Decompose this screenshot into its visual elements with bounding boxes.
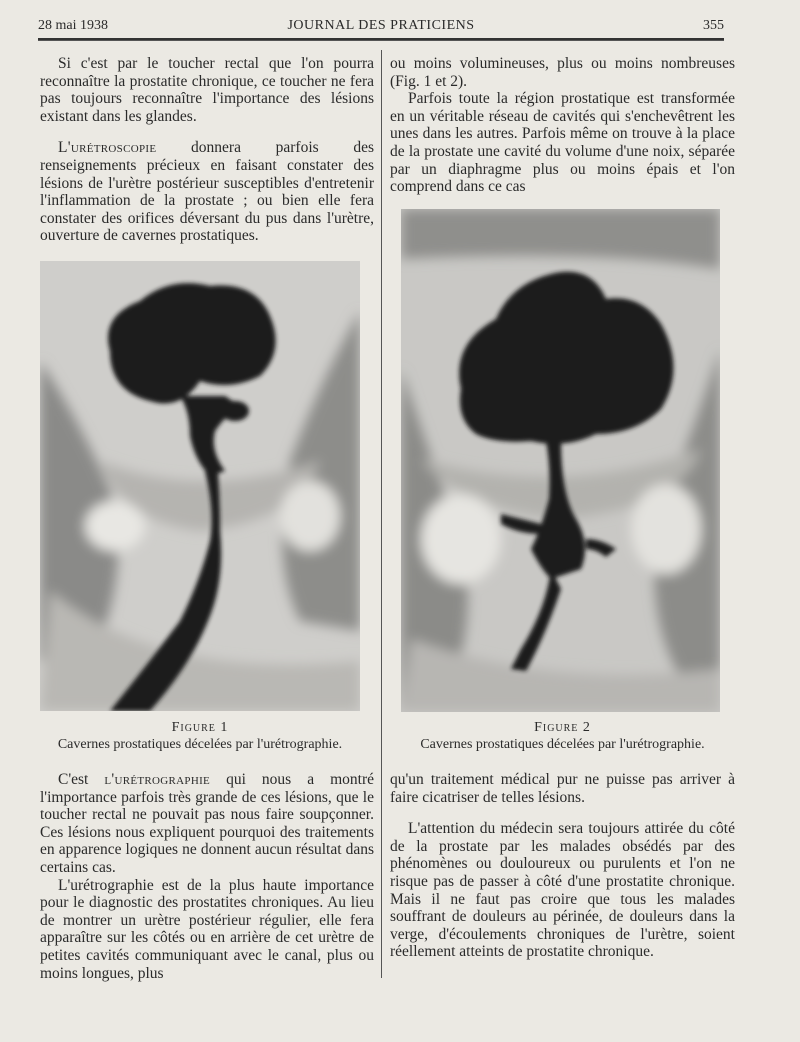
paragraph (40, 139, 374, 245)
paragraph-rest: donnera parfois des renseignements précieux en faisant constater des lésions de l'urètre postérieur susceptibles d'entretenir l'inflammation de la prostate ; ou bien elle fera constater des orifices déversant du pus dans l'urètre, ouverture de cavernes prostatiques. (40, 139, 374, 245)
figure-2-xray (401, 209, 720, 712)
journal-title: JOURNAL DES PRATICIENS (287, 18, 475, 33)
paragraph: ou moins volumineuses, plus ou moins nombreuses (Fig. 1 et 2). (390, 55, 735, 90)
paragraph-start: C'est (58, 771, 105, 788)
paragraph: qu'un traitement médical pur ne puisse pas arriver à faire cicatriser de telles lésions. (390, 771, 735, 806)
term-uretrographie: l'urétrographie (104, 771, 211, 788)
right-top-text (390, 55, 735, 196)
figure-2-label: Figure 2 (534, 720, 591, 735)
header-rule (38, 38, 724, 41)
header-date: 28 mai 1938 (38, 18, 108, 33)
paragraph: L'attention du médecin sera toujours attirée du côté de la prostate par les malades obsédés par des phénomènes ou douloureux ou purulents et l'on ne risque pas de passer à côté d'une prostatite chronique. Mais il ne faut pas croire que tous les malades souffrant de douleurs au périnée, de douleurs dans la verge, d'écoulements chroniques de l'urètre, soient réellement atteints de prostatite chronique. (390, 820, 735, 961)
paragraph-rest: qui nous a montré l'importance parfois très grande de ces lésions, que le toucher rectal ne pouvait pas nous faire soupçonner. Ces lésions nous expliquent pourquoi des traitements en apparence logiques ne donnent aucun résultat dans certains cas. (40, 771, 374, 876)
xray-image-2 (401, 209, 720, 712)
right-bottom-text (390, 771, 735, 961)
term-uretroscopie: L'urétroscopie (58, 139, 157, 157)
paragraph: Parfois toute la région prostatique est transformée en un véritable réseau de cavités qui s'enchevêtrent les unes dans les autres. Parfois même on trouve à la place de la prostate une cavité du volume d'une noix, séparée par un diaphragme plus ou moins épais et l'on comprend dans ce cas (390, 90, 735, 196)
figure-2-caption (390, 719, 735, 753)
paragraph (40, 771, 374, 877)
figure-1-label: Figure 1 (171, 720, 229, 735)
column-divider (381, 50, 382, 978)
figure-1-xray (40, 261, 360, 711)
xray-image-1 (40, 261, 360, 711)
figure-1-caption-text: Cavernes prostatiques décelées par l'urétrographie. (57, 737, 343, 752)
paragraph: Si c'est par le toucher rectal que l'on pourra reconnaître la prostatite chronique, ce toucher ne fera pas toujours reconnaître l'importance des lésions existant dans les glandes. (40, 55, 374, 125)
figure-1-caption (30, 719, 370, 753)
paragraph: L'urétrographie est de la plus haute importance pour le diagnostic des prostatites chroniques. Au lieu de montrer un urètre postérieur régulier, elle fera apparaître sur les côtés ou en arrière de cet urètre de petites cavités communiquant avec le canal, plus ou moins longues, plus (40, 876, 374, 982)
page-number: 355 (703, 18, 724, 33)
left-top-text (40, 55, 374, 245)
page-header (38, 14, 724, 36)
left-bottom-text (40, 771, 374, 982)
figure-2-caption-text: Cavernes prostatiques décelées par l'urétrographie. (420, 737, 705, 752)
